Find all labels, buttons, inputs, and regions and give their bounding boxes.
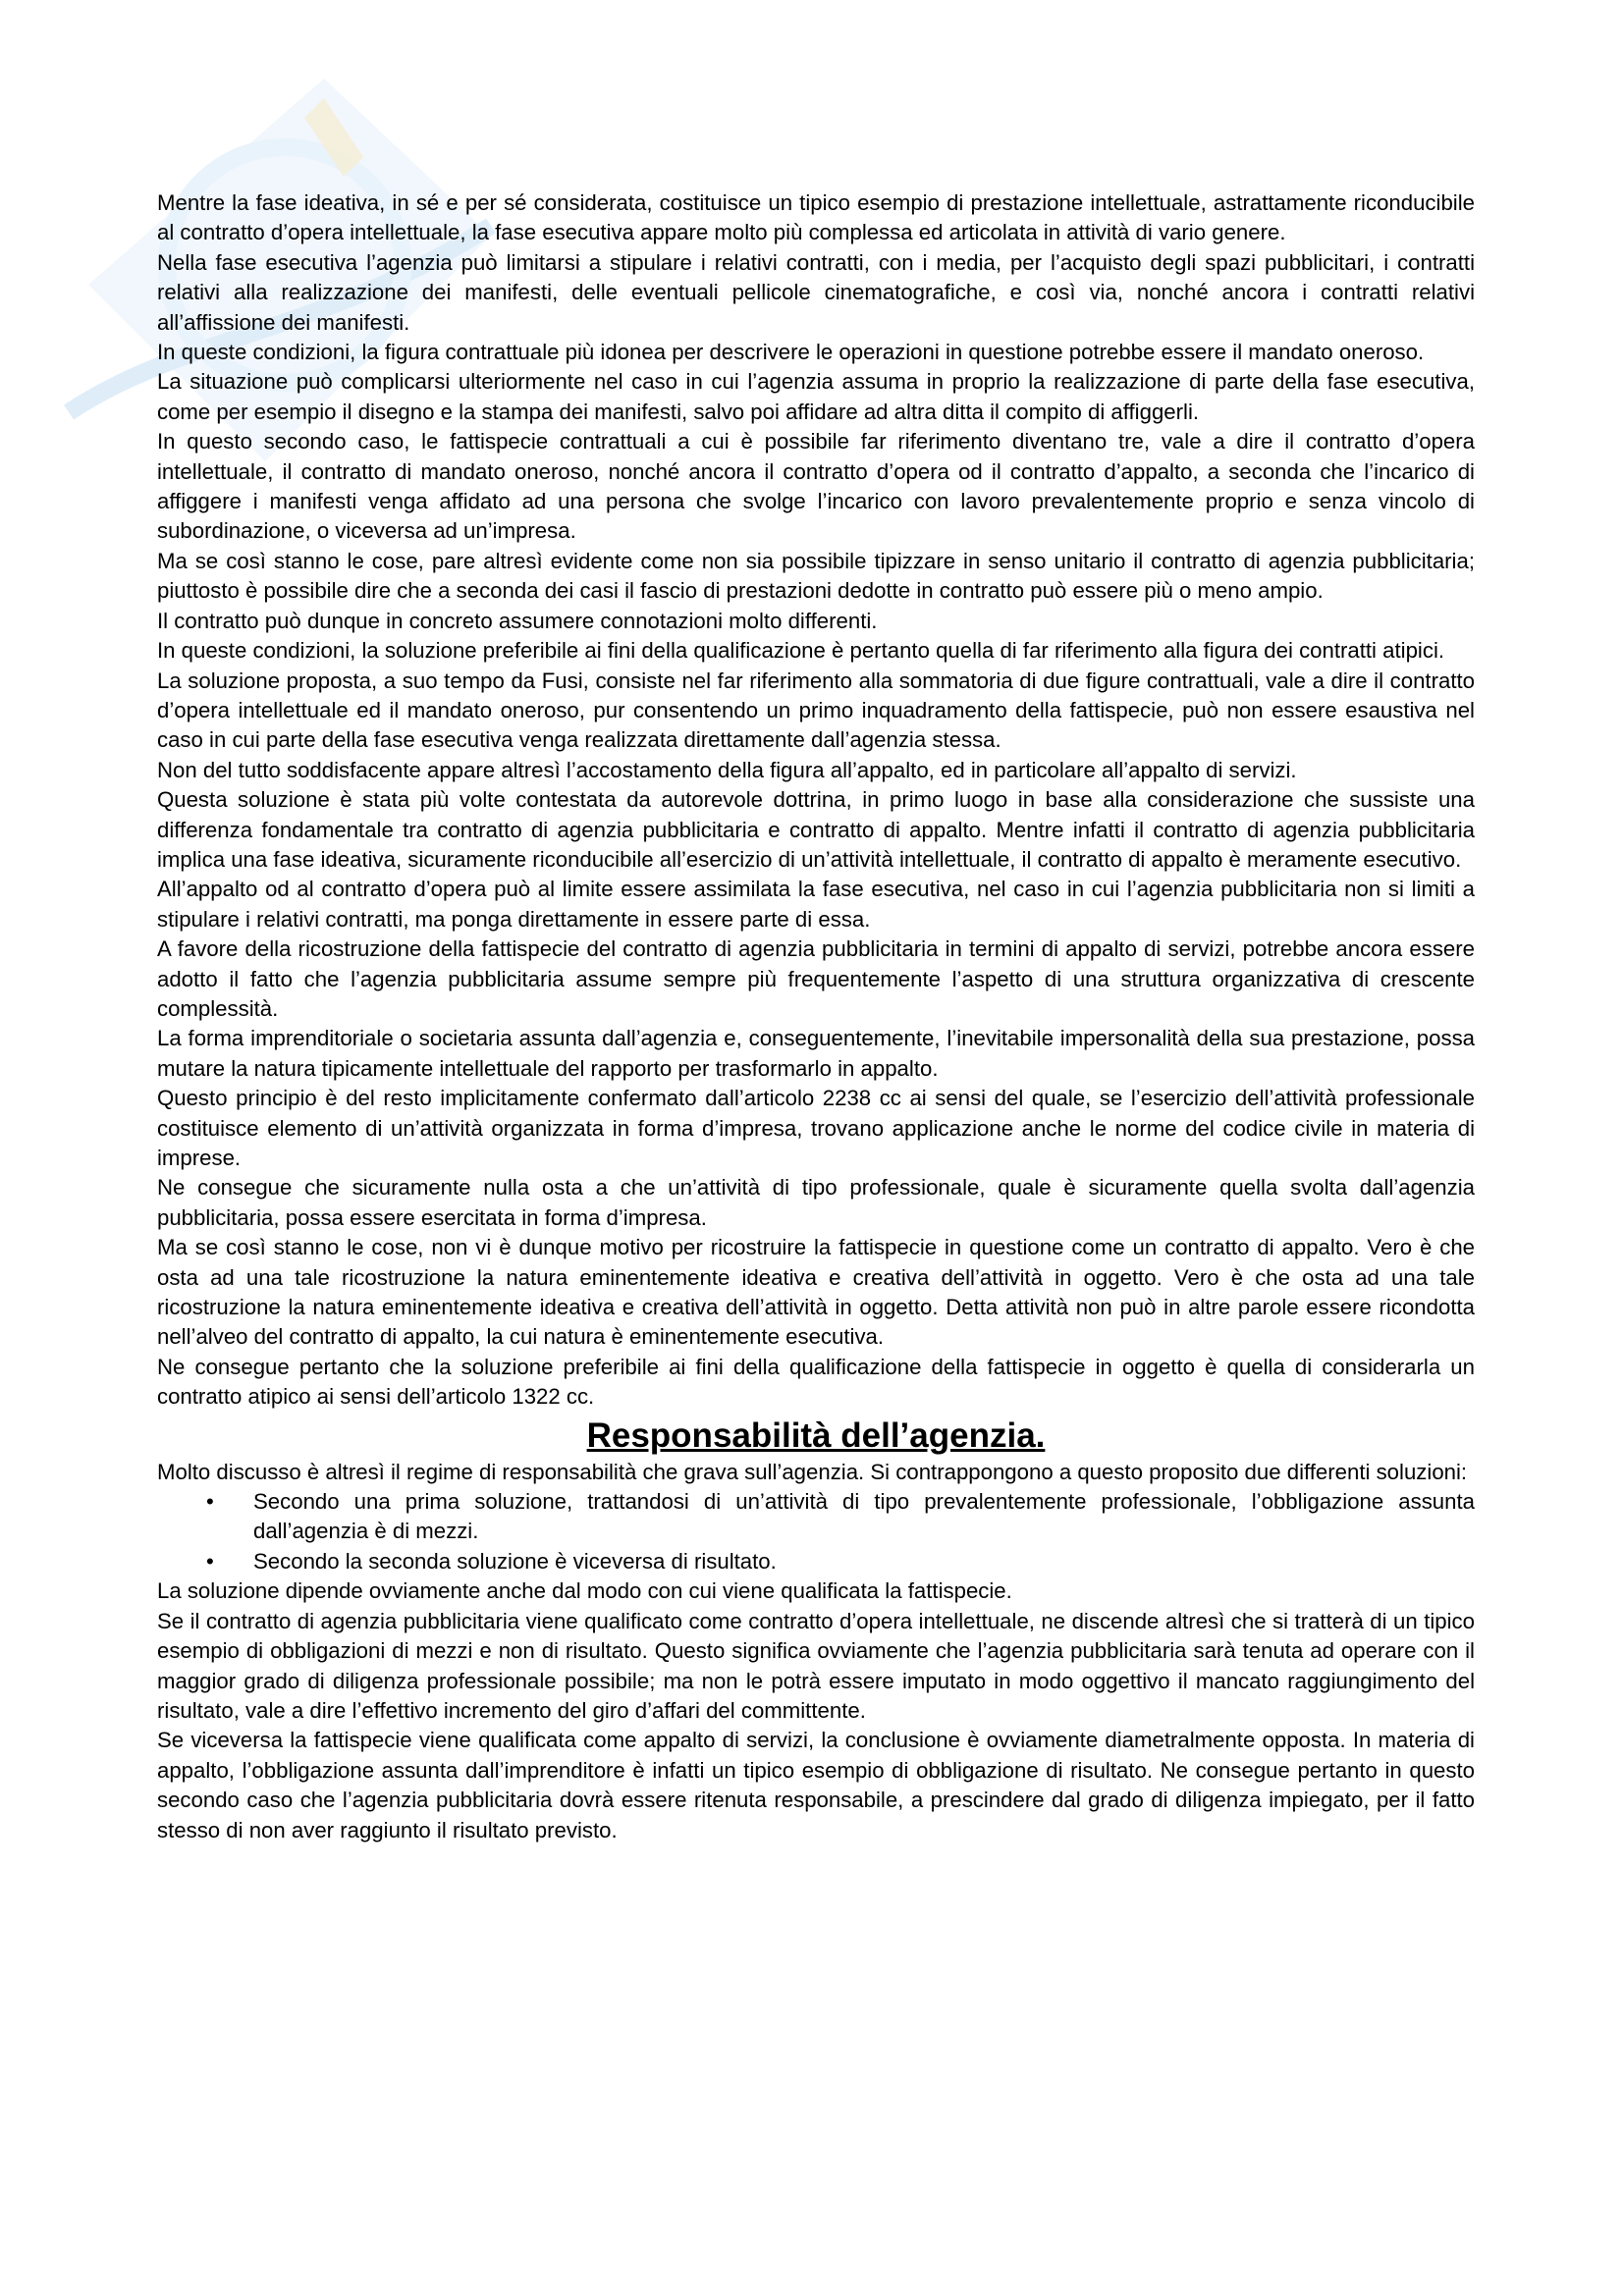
- paragraph: La soluzione proposta, a suo tempo da Fusi, consiste nel far riferimento alla sommatoria di due figure contrattuali, vale a dire il contratto d’opera intellettuale ed il mandato oneroso, pur consentendo un primo inquadramento della fattispecie, può non essere esaustiva nel caso in cui parte della fase esecutiva venga realizzata direttamente dall’agenzia stessa.: [157, 667, 1475, 753]
- paragraph: Non del tutto soddisfacente appare altresì l’accostamento della figura all’appalto, ed in particolare all’appalto di servizi.: [157, 757, 1297, 782]
- paragraph: Se il contratto di agenzia pubblicitaria viene qualificato come contratto d’opera intellettuale, ne discende altresì che si tratterà di un tipico esempio di obbligazioni di mezzi e non di risultato. Questo significa ovviamente che l’agenzia pubblicitaria sarà tenuta ad operare con il maggior grado di diligenza professionale possibile; ma non le potrà essere imputato in modo oggettivo il mancato raggiungimento del risultato, vale a dire l’effettivo incremento del giro d’affari del committente.: [157, 1608, 1475, 1723]
- paragraph: Questo principio è del resto implicitamente confermato dall’articolo 2238 cc ai sensi del quale, se l’esercizio dell’attività professionale costituisce elemento di un’attività organizzata in forma d’impresa, trovano applicazione anche le norme del codice civile in materia di imprese.: [157, 1086, 1475, 1170]
- paragraph: Ne consegue che sicuramente nulla osta a che un’attività di tipo professionale, quale è sicuramente quella svolta dall’agenzia pubblicitaria, possa essere esercitata in forma d’impresa.: [157, 1175, 1475, 1230]
- bullet-item: • Secondo la seconda soluzione è viceversa di risultato.: [253, 1547, 1475, 1576]
- section-heading: Responsabilità dell’agenzia.: [586, 1415, 1046, 1455]
- paragraph: Nella fase esecutiva l’agenzia può limitarsi a stipulare i relativi contratti, con i media, per l’acquisto degli spazi pubblicitari, i contratti relativi alla realizzazione dei manifesti, delle eventuali pellicole cinematografiche, e così via, nonché ancora i contratti relativi all’affissione dei manifesti.: [157, 249, 1475, 335]
- watermark-accent-shape: [304, 98, 363, 177]
- paragraph: Il contratto può dunque in concreto assumere connotazioni molto differenti.: [157, 608, 878, 633]
- paragraph: La situazione può complicarsi ulteriormente nel caso in cui l’agenzia assuma in proprio la realizzazione di parte della fase esecutiva, come per esempio il disegno e la stampa dei manifesti, salvo poi affidare ad altra ditta il compito di affiggerli.: [157, 369, 1475, 424]
- paragraph: In queste condizioni, la figura contrattuale più idonea per descrivere le operazioni in questione potrebbe essere il mandato oneroso.: [157, 340, 1425, 365]
- paragraph: Ne consegue pertanto che la soluzione preferibile ai fini della qualificazione della fattispecie in oggetto è quella di considerarla un contratto atipico ai sensi dell’articolo 1322 cc.: [157, 1354, 1475, 1410]
- paragraph: A favore della ricostruzione della fattispecie del contratto di agenzia pubblicitaria in termini di appalto di servizi, potrebbe ancora essere adotto il fatto che l’agenzia pubblicitaria assume sempre più frequentemente l’aspetto di una struttura organizzativa di crescente complessità.: [157, 936, 1475, 1021]
- paragraph: Ma se così stanno le cose, pare altresì evidente come non sia possibile tipizzare in senso unitario il contratto di agenzia pubblicitaria; piuttosto è possibile dire che a seconda dei casi il fascio di prestazioni dedotte in contratto può essere più o meno ampio.: [157, 548, 1475, 604]
- paragraph: La forma imprenditoriale o societaria assunta dall’agenzia e, conseguentemente, l’inevitabile impersonalità della sua prestazione, possa mutare la natura tipicamente intellettuale del rapporto per trasformarlo in appalto.: [157, 1026, 1475, 1081]
- paragraph: Questa soluzione è stata più volte contestata da autorevole dottrina, in primo luogo in base alla considerazione che sussiste una differenza fondamentale tra contratto di agenzia pubblicitaria e contratto di appalto. Mentre infatti il contratto di agenzia pubblicitaria implica una fase ideativa, sicuramente riconducibile all’esercizio di un’attività intellettuale, il contratto di appalto è meramente esecutivo.: [157, 787, 1475, 872]
- paragraph: All’appalto od al contratto d’opera può al limite essere assimilata la fase esecutiva, nel caso in cui l’agenzia pubblicitaria non si limiti a stipulare i relativi contratti, ma ponga direttamente in essere parte di essa.: [157, 877, 1475, 932]
- intro-paragraph: Molto discusso è altresì il regime di responsabilità che grava sull’agenzia. Si contrappongono a questo proposito due differenti soluzioni:: [157, 1459, 1468, 1484]
- document-page: [157, 188, 1475, 1845]
- paragraph: Mentre la fase ideativa, in sé e per sé considerata, costituisce un tipico esempio di prestazione intellettuale, astrattamente riconducibile al contratto d’opera intellettuale, la fase esecutiva appare molto più complessa ed articolata in attività di vario genere.: [157, 190, 1475, 245]
- paragraph: In questo secondo caso, le fattispecie contrattuali a cui è possibile far riferimento diventano tre, vale a dire il contratto d’opera intellettuale, il contratto di mandato oneroso, nonché ancora il contratto d’opera od il contratto d’appalto, a seconda che l’incarico di affiggere i manifesti venga affidato ad una persona che svolge l’incarico con lavoro prevalentemente proprio e senza vincolo di subordinazione, o viceversa ad un’impresa.: [157, 429, 1475, 544]
- bullet-item: • Secondo una prima soluzione, trattandosi di un’attività di tipo prevalentemente professionale, l’obbligazione assunta dall’agenzia è di mezzi.: [253, 1487, 1475, 1547]
- paragraph: La soluzione dipende ovviamente anche dal modo con cui viene qualificata la fattispecie.: [157, 1578, 1012, 1604]
- bullet-list: [157, 1487, 1475, 1576]
- paragraph: Ma se così stanno le cose, non vi è dunque motivo per ricostruire la fattispecie in questione come un contratto di appalto. Vero è che osta ad una tale ricostruzione la natura eminentemente ideativa e creativa dell’attività in oggetto. Vero è che osta ad una tale ricostruzione la natura eminentemente ideativa e creativa dell’attività in oggetto. Detta attività non può in altre parole essere ricondotta nell’alveo del contratto di appalto, la cui natura è eminentemente esecutiva.: [157, 1235, 1475, 1350]
- paragraph: In queste condizioni, la soluzione preferibile ai fini della qualificazione è pertanto quella di far riferimento alla figura dei contratti atipici.: [157, 638, 1445, 664]
- paragraph: Se viceversa la fattispecie viene qualificata come appalto di servizi, la conclusione è ovviamente diametralmente opposta. In materia di appalto, l’obbligazione assunta dall’imprenditore è infatti un tipico esempio di obbligazione di risultato. Ne consegue pertanto in questo secondo caso che l’agenzia pubblicitaria dovrà essere ritenuta responsabile, a prescindere dal grado di diligenza impiegato, per il fatto stesso di non aver raggiunto il risultato previsto.: [157, 1728, 1475, 1842]
